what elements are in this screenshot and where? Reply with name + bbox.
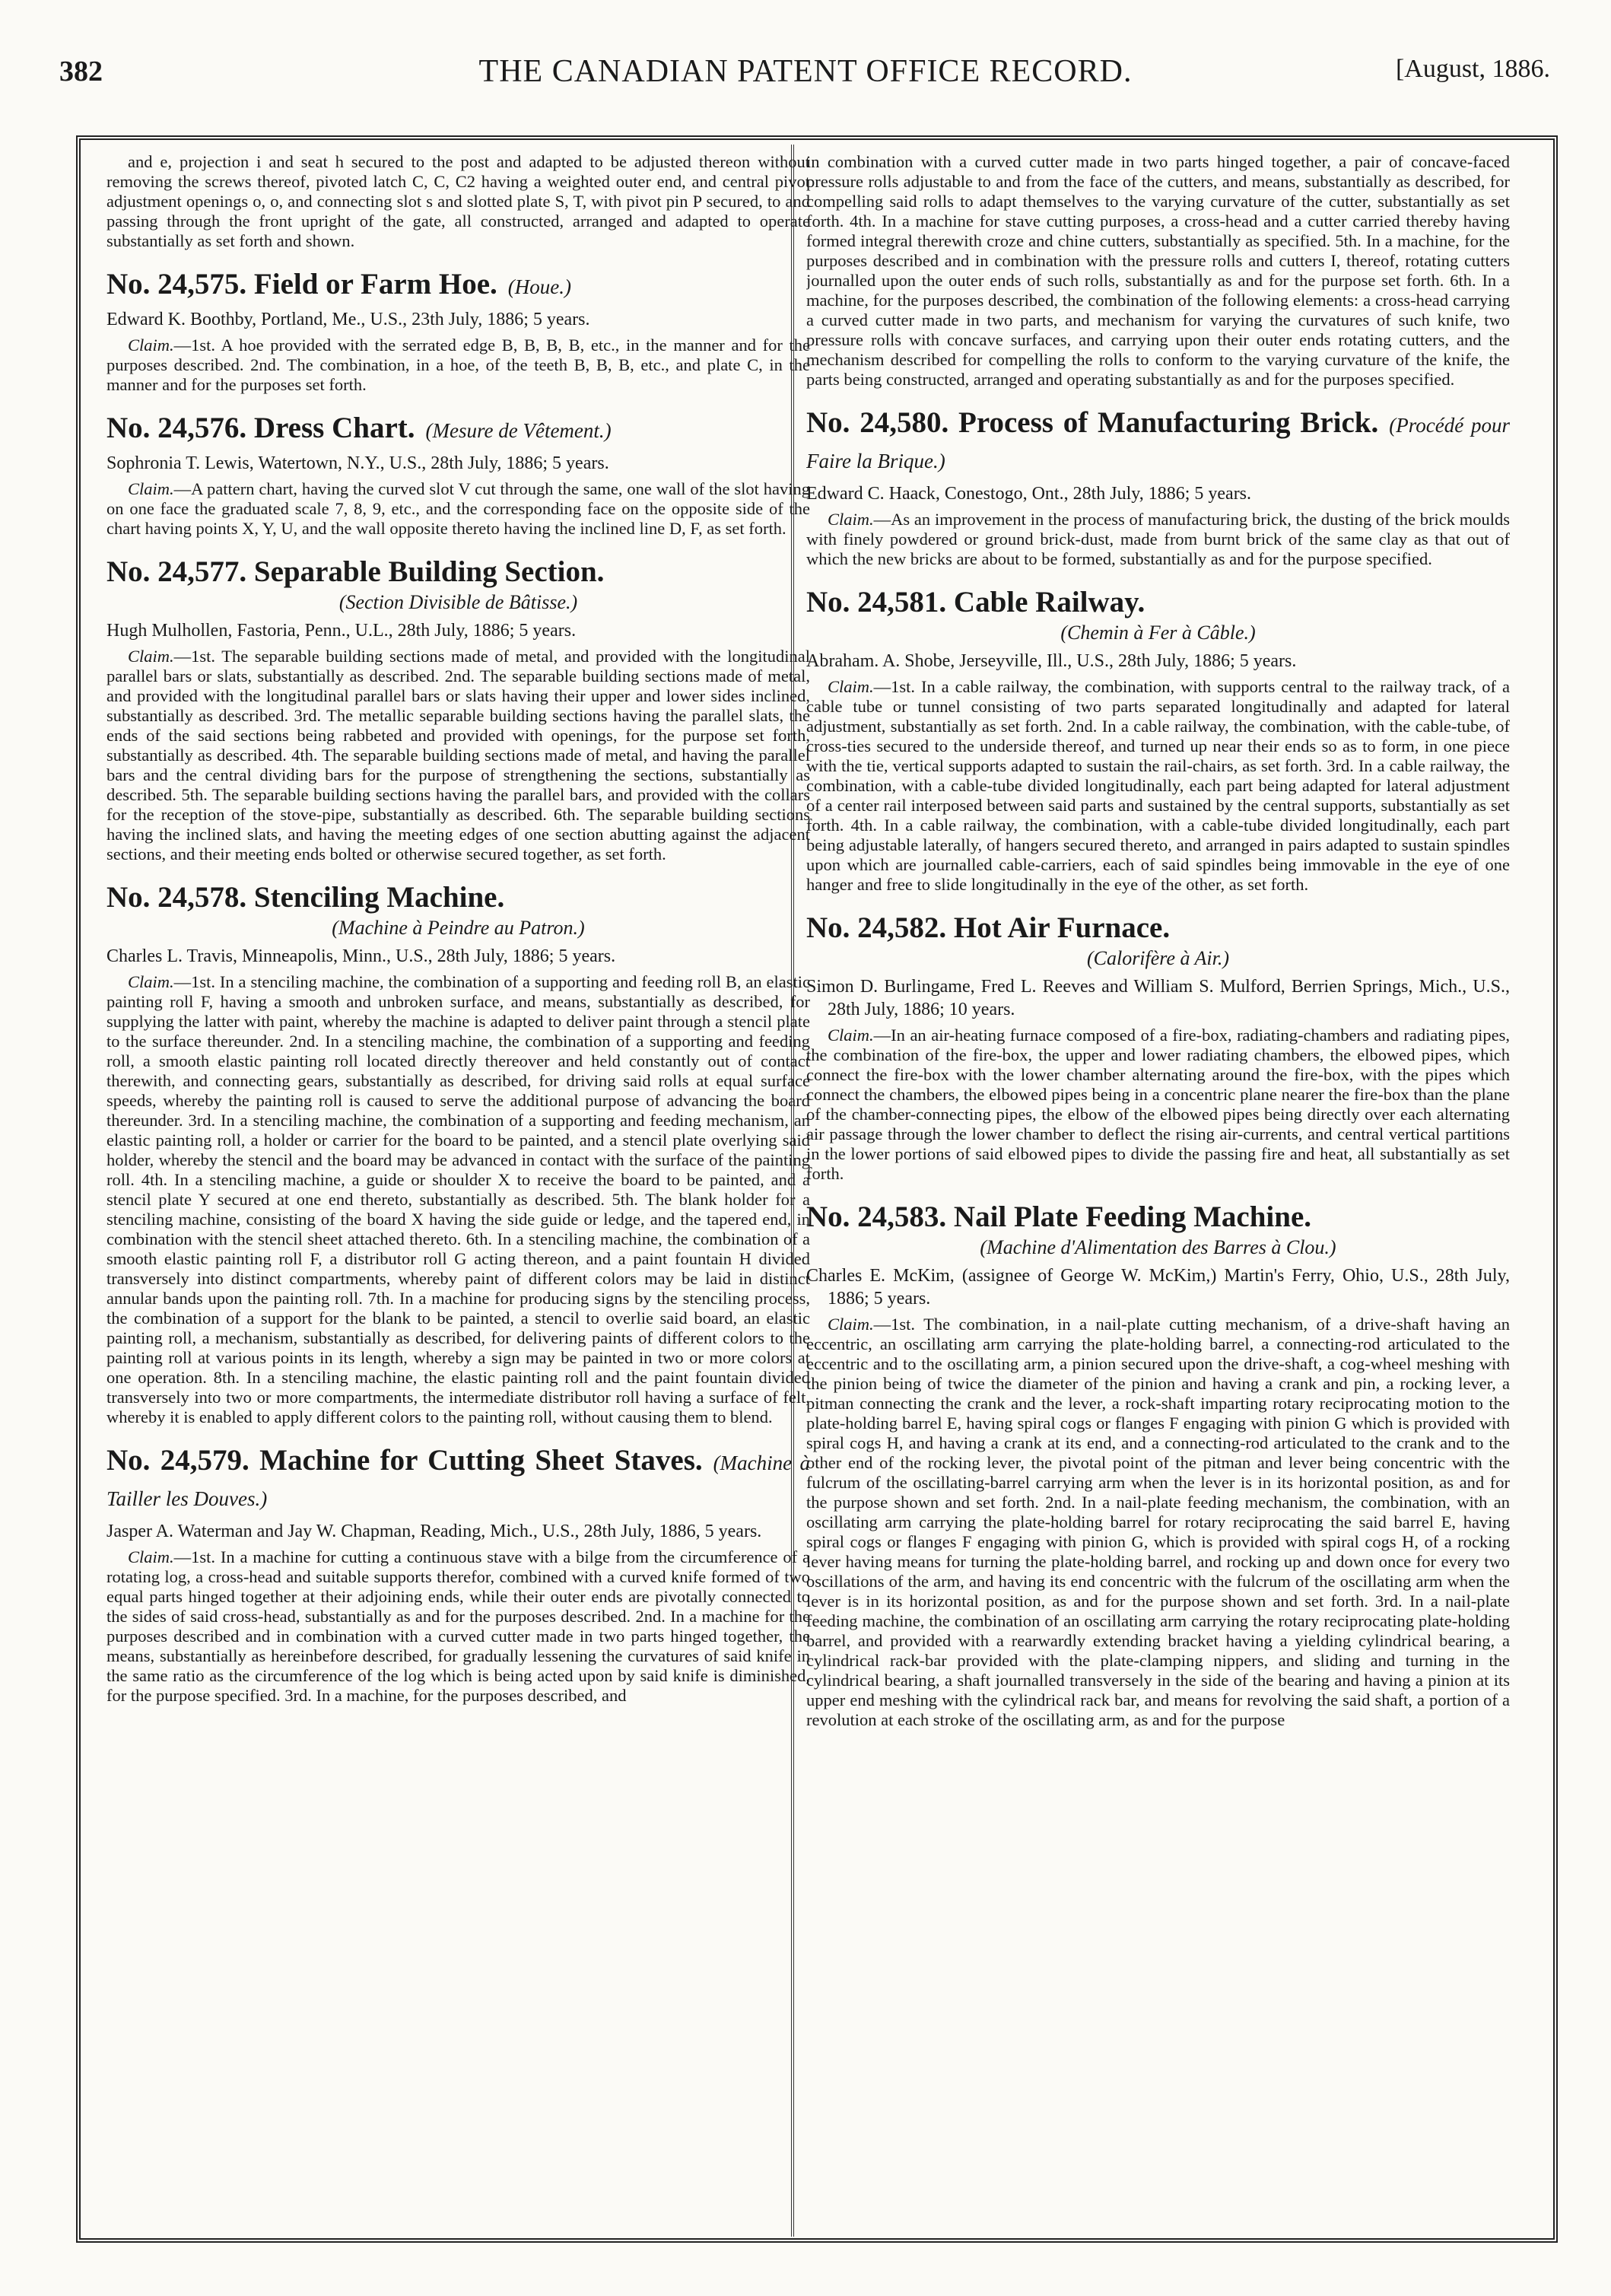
claim-text: —1st. The separable building sections made of metal, and provided with the longitudinal parallel bars or slats, substantially as described. 2nd. The separable building sections made of metal, and provided with the longitudinal parallel bars or slats having their upper and lower sides inclined, substantially as described. 3rd. The metallic separable building sections having the parallel slats, the ends of the said sections being rabbeted and provided with openings, for the purpose set forth, substantially as described. 4th. The separable building sections made of metal, and having the parallel bars and the central dividing bars for the purpose of strengthening the sections, substantially as described. 5th. The separable building sections having the parallel bars, and provided with the collars for the reception of the stove-pipe, substantially as described. 6th. The separable building sections having the inclined slats, and having the meeting edges of one section abutting against the adjacent sections, and their meeting ends bolted or otherwise secured together, as set forth. [106, 647, 810, 863]
entry-claim [806, 1315, 1510, 1730]
claim-label: Claim. [828, 510, 874, 529]
patent-entry-24577 [106, 555, 810, 864]
entry-french-title: (Mesure de Vêtement.) [425, 419, 612, 442]
claim-text: —1st. The combination, in a nail-plate cutting mechanism, of a drive-shaft having an eccentric, an oscillating arm carrying the plate-holding barrel, a connecting-rod articulated to the eccentric and to the oscillating arm, a pinion secured upon the drive-shaft, a cog-wheel meshing with the pinion being of twice the diameter of the pinion and having a crank and pin, a rocking lever, a pitman connecting the crank and the lever, a rock-shaft imparting rotary reciprocating motion to the plate-holding barrel E, having spiral cogs or flanges F engaging with pinion G which is provided with spiral cogs H, and having a crank at its end, and a connecting-rod articulated to the crank and to the other end of the rocking lever, the pivotal point of the pitman and lever being concentric with the fulcrum of the oscillating-barrel carrying arm when the lever is in its horizontal position, as and for the purpose shown and set forth. 2nd. In a nail-plate feeding mechanism, the combination, with an oscillating arm carrying the plate-holding barrel for rotary reciprocating the said barrel E, having spiral cogs or flanges F engaging with pinion G, which is provided with spiral cogs H, of a rocking lever having means for turning the plate-holding barrel, and rocking up and down once for every two oscillations of the arm, and having its end concentric with the fulcrum of the oscillating arm when the lever is in its horizontal position, as and for the purpose shown and set forth. 3rd. In a nail-plate feeding machine, the combination of an oscillating arm carrying the rotary reciprocating plate-holding barrel, and provided with a rearwardly extending bracket having a yielding cylindrical bearing, a cylindrical rack-bar provided with the plate-clamping nippers, and sliding and turning in the cylindrical bearing, a shaft journalled transversely in the side of the bearing and having a pinion at its upper end meshing with the cylindrical rack bar, and means for revolving the said shaft, a portion of a revolution at each stroke of the oscillating arm, as and for the purpose [806, 1315, 1510, 1729]
entry-inventor: Edward K. Boothby, Portland, Me., U.S., 23th July, 1886; 5 years. [106, 310, 590, 329]
entry-number-title: No. 24,582. Hot Air Furnace. [806, 911, 1171, 944]
entry-french-subtitle: (Machine d'Alimentation des Barres à Clou.) [980, 1236, 1336, 1258]
patent-entry-24583 [806, 1200, 1510, 1730]
claim-text: —1st. In a machine for cutting a continuous stave with a bilge from the circumference of a rotating log, a cross-head and suitable supports therefor, combined with a curved knife formed of two equal parts hinged together at their adjoining ends, while their outer ends are pivotally connected to the sides of said cross-head, substantially as and for the purposes described. 2nd. In a machine for the purposes described and in combination with a curved cutter made in two parts hinged together, the means, substantially as hereinbefore described, for gradually lessening the curvatures of said knife in the same ratio as the circumference of the log which is being acted upon by said knife is diminished, for the purpose specified. 3rd. In a machine, for the purposes described, and [106, 1547, 810, 1705]
entry-claim [106, 972, 810, 1427]
entry-title [106, 1444, 810, 1515]
entry-number-title: No. 24,577. Separable Building Section. [106, 555, 605, 588]
claim-label: Claim. [128, 335, 174, 355]
continued-claim-text: in combination with a curved cutter made in two parts hinged together, a pair of concave-faced pressure rolls adjustable to and from the face of the cutters, and means, substantially as described, for compelling said rolls to adapt themselves to the varying curvature of the cutter, substantially as set forth. 4th. In a machine for stave cutting purposes, a cross-head and a cutter carried thereby having formed integral therewith croze and chine cutters, substantially as specified. 5th. In a machine, for the purposes described and in combination with the pressure rolls and cutters I, thereof, rotating cutters journalled upon the outer ends of such rolls, substantially as and for the purpose set forth. 6th. In a machine, for the purposes described, the combination of the following elements: a cross-head carrying a curved cutter made in two parts, and mechanism for varying the curvatures of such knife, two pressure rolls with concave surfaces, and carrying upon their outer ends rotating cutters, and the mechanism described for compelling the rolls to conform to the varying curvature of the knife, the parts being constructed, arranged and operating substantially as and for the purposes specified. [806, 152, 1510, 389]
entry-inventor: Simon D. Burlingame, Fred L. Reeves and William S. Mulford, Berrien Springs, Mich., U.S., 28th July, 1886; 10 years. [806, 977, 1510, 1019]
claim-label: Claim. [828, 677, 874, 696]
claim-label: Claim. [128, 647, 174, 666]
entry-inventor: Abraham. A. Shobe, Jerseyville, Ill., U.S., 28th July, 1886; 5 years. [806, 651, 1297, 671]
claim-text: —In an air-heating furnace composed of a fire-box, radiating-chambers and radiating pipes, the combination of the fire-box, the upper and lower radiating chambers, the elbowed pipes, which connect the fire-box with the lower chamber alternating around the fire-box, with the pipes which connect the chambers, the elbowed pipes being in a concentric plane nearer the fire-box than the plane of the chamber-connecting pipes, the elbow of the elbowed pipes being directly over each alternating air passage through the lower chamber to deflect the rising air-currents, and central vertical partitions in the lower portions of said elbowed pipes to divide the passing fire and heat, all substantially as set forth. [806, 1026, 1510, 1183]
journal-title: THE CANADIAN PATENT OFFICE RECORD. [478, 54, 1133, 89]
entry-inventor: Sophronia T. Lewis, Watertown, N.Y., U.S., 28th July, 1886; 5 years. [106, 453, 609, 473]
page-header [0, 0, 1611, 152]
entry-claim [106, 647, 810, 864]
entry-french-subtitle: (Section Divisible de Bâtisse.) [338, 591, 578, 613]
patent-entry-24581 [806, 586, 1510, 895]
right-column [806, 152, 1510, 2221]
patent-entry-24580 [806, 406, 1510, 569]
claim-text: —As an improvement in the process of manufacturing brick, the dusting of the brick moulds with finely powdered or ground brick-dust, made from burnt brick of the same clay as that out of which the new bricks are about to be formed, substantially as and for the purpose specified. [806, 510, 1510, 568]
entry-number-title: No. 24,576. Dress Chart. [106, 412, 415, 444]
left-column [106, 152, 810, 2221]
entry-french-title: (Houe.) [507, 275, 571, 298]
patent-entry-24576 [106, 412, 810, 539]
entry-french-title: (Machine à Tailler les Douves.) [106, 1452, 810, 1510]
entry-number-title: No. 24,583. Nail Plate Feeding Machine. [806, 1200, 1312, 1233]
entry-french-title: (Procédé pour Faire la Brique.) [806, 414, 1510, 472]
patent-entry-24575 [106, 268, 810, 395]
entry-title [106, 268, 810, 304]
entry-claim [806, 677, 1510, 895]
claim-label: Claim. [128, 1547, 174, 1566]
page-number: 382 [59, 56, 103, 87]
entry-french-subtitle: (Machine à Peindre au Patron.) [332, 917, 585, 939]
claim-label: Claim. [128, 972, 174, 991]
entry-title [806, 406, 1510, 478]
entry-number-title: No. 24,581. Cable Railway. [806, 586, 1145, 619]
continued-claim-text: and e, projection i and seat h secured to the post and adapted to be adjusted thereon without removing the screws thereof, pivoted latch C, C, C2 having a weighted outer end, and central pivot adjustment openings o, o, and connecting slot s and slotted plate S, T, with pivot pin P secured, to and passing through the front upright of the gate, all constructed, arranged and adapted to operate substantially as set forth and shown. [106, 152, 810, 250]
entry-inventor: Jasper A. Waterman and Jay W. Chapman, Reading, Mich., U.S., 28th July, 1886, 5 years. [106, 1522, 762, 1541]
entry-claim [806, 510, 1510, 569]
entry-title [806, 586, 1510, 619]
entry-number-title: No. 24,575. Field or Farm Hoe. [106, 268, 497, 301]
entry-french-subtitle: (Chemin à Fer à Câble.) [1060, 622, 1256, 644]
patent-entry-24579 [106, 1444, 810, 1706]
issue-date: [August, 1886. [1395, 55, 1550, 83]
entry-title [106, 412, 810, 447]
patent-entry-24582 [806, 911, 1510, 1184]
entry-inventor: Hugh Mulhollen, Fastoria, Penn., U.L., 28th July, 1886; 5 years. [106, 621, 577, 641]
claim-label: Claim. [128, 479, 174, 498]
entry-number-title: No. 24,580. Process of Manufacturing Brick. [806, 406, 1379, 439]
entry-number-title: No. 24,579. Machine for Cutting Sheet Staves. [106, 1444, 703, 1477]
entry-claim [106, 1547, 810, 1706]
entry-number-title: No. 24,578. Stenciling Machine. [106, 881, 505, 914]
entry-claim [806, 1026, 1510, 1184]
claim-text: —1st. In a stenciling machine, the combination of a supporting and feeding roll B, an elastic painting roll F, having a smooth and unbroken surface, and means, substantially as described, for supplying the latter with paint, whereby the machine is adapted to deliver paint through a stencil plate to the surface thereunder. 2nd. In a stenciling machine, the combination of a supporting and feeding roll, a smooth elastic painting roll located directly thereover and held constantly out of contact therewith, and connecting gears, substantially as described, for driving said rolls at equal surface speeds, whereby the painting roll is caused to serve the additional purpose of advancing the board thereunder. 3rd. In a stenciling machine, the combination of a supporting and feeding mechanism, an elastic painting roll, a holder or carrier for the board to be painted, and a stencil plate overlying said holder, whereby the stencil and the board may be advanced in contact with the surface of the painting roll. 4th. In a stenciling machine, a guide or shoulder X to receive the board to be painted, and a stencil plate Y secured at one end thereto, substantially as described. 5th. The blank holder for a stenciling machine, consisting of the board X having the side guide or ledge, and the tapered end, in combination with the stencil sheet attached thereto. 6th. In a stenciling machine, the combination of a smooth elastic painting roll F, a distributor roll G acting thereon, and a paint fountain H divided transversely into distinct compartments, whereby paint of different colors may be laid in distinct annular bands upon the painting roll. 7th. In a machine for producing signs by the stenciling process, the combination of a support for the blank to be painted, a stencil to overlie said board, an elastic painting roll, a mechanism, substantially as described, for delivering paints of different colors to the painting roll at various points in its length, whereby a sign may be painted in two or more colors at one operation. 8th. In a stenciling machine, the elastic painting roll and the paint fountain divided transversely into two or more compartments, the intermediate distributor roll having a surface of felt, whereby it is enabled to apply different colors to the painting roll, without causing them to blend. [106, 972, 810, 1426]
entry-inventor: Charles E. McKim, (assignee of George W. McKim,) Martin's Ferry, Ohio, U.S., 28th July, 1886; 5 years. [806, 1266, 1510, 1309]
claim-text: —A pattern chart, having the curved slot V cut through the same, one wall of the slot having on one face the graduated scale 7, 8, 9, etc., and the corresponding face on the opposite side of the chart having points X, Y, U, and the wall opposite thereto having the inclined line D, F, as set forth. [106, 479, 810, 538]
entry-inventor: Edward C. Haack, Conestogo, Ont., 28th July, 1886; 5 years. [806, 484, 1252, 504]
claim-label: Claim. [828, 1026, 874, 1045]
entry-claim [106, 479, 810, 539]
entry-claim [106, 335, 810, 395]
entry-title [806, 911, 1510, 945]
entry-title [106, 881, 810, 914]
entry-title [806, 1200, 1510, 1234]
entry-inventor: Charles L. Travis, Minneapolis, Minn., U.S., 28th July, 1886; 5 years. [106, 946, 616, 966]
claim-text: —1st. In a cable railway, the combination, with supports central to the railway track, of a cable tube or tunnel consisting of two parts separated longitudinally and adapted for lateral adjustment, substantially as set forth. 2nd. In a cable railway, the combination, with the cable-tube, of cross-ties secured to the underside thereof, and turned up near their ends so as to form, in one piece with the tie, vertical supports adapted to sustain the rail-chairs, as set forth. 3rd. In a cable railway, the combination, with a cable-tube divided longitudinally, each part being adapted for lateral adjustment of a center rail interposed between said parts and sustained by the central supports, substantially as set forth. 4th. In a cable railway, the combination, with a cable-tube divided longitudinally, each part being adjustable laterally, of hangers secured thereto, and arranged in pairs adapted to sustain spindles upon which are journalled cable-carriers, each of said spindles being immovable in the eye of one hanger and free to slide longitudinally in the eye of the other, as set forth. [806, 677, 1510, 894]
claim-label: Claim. [828, 1315, 874, 1334]
entry-french-subtitle: (Calorifère à Air.) [1086, 947, 1230, 969]
patent-entry-24578 [106, 881, 810, 1427]
entry-title [106, 555, 810, 589]
claim-text: —1st. A hoe provided with the serrated edge B, B, B, B, etc., in the manner and for the purposes described. 2nd. The combination, in a hoe, of the teeth B, B, B, etc., and plate C, in the manner and for the purposes set forth. [106, 335, 810, 394]
